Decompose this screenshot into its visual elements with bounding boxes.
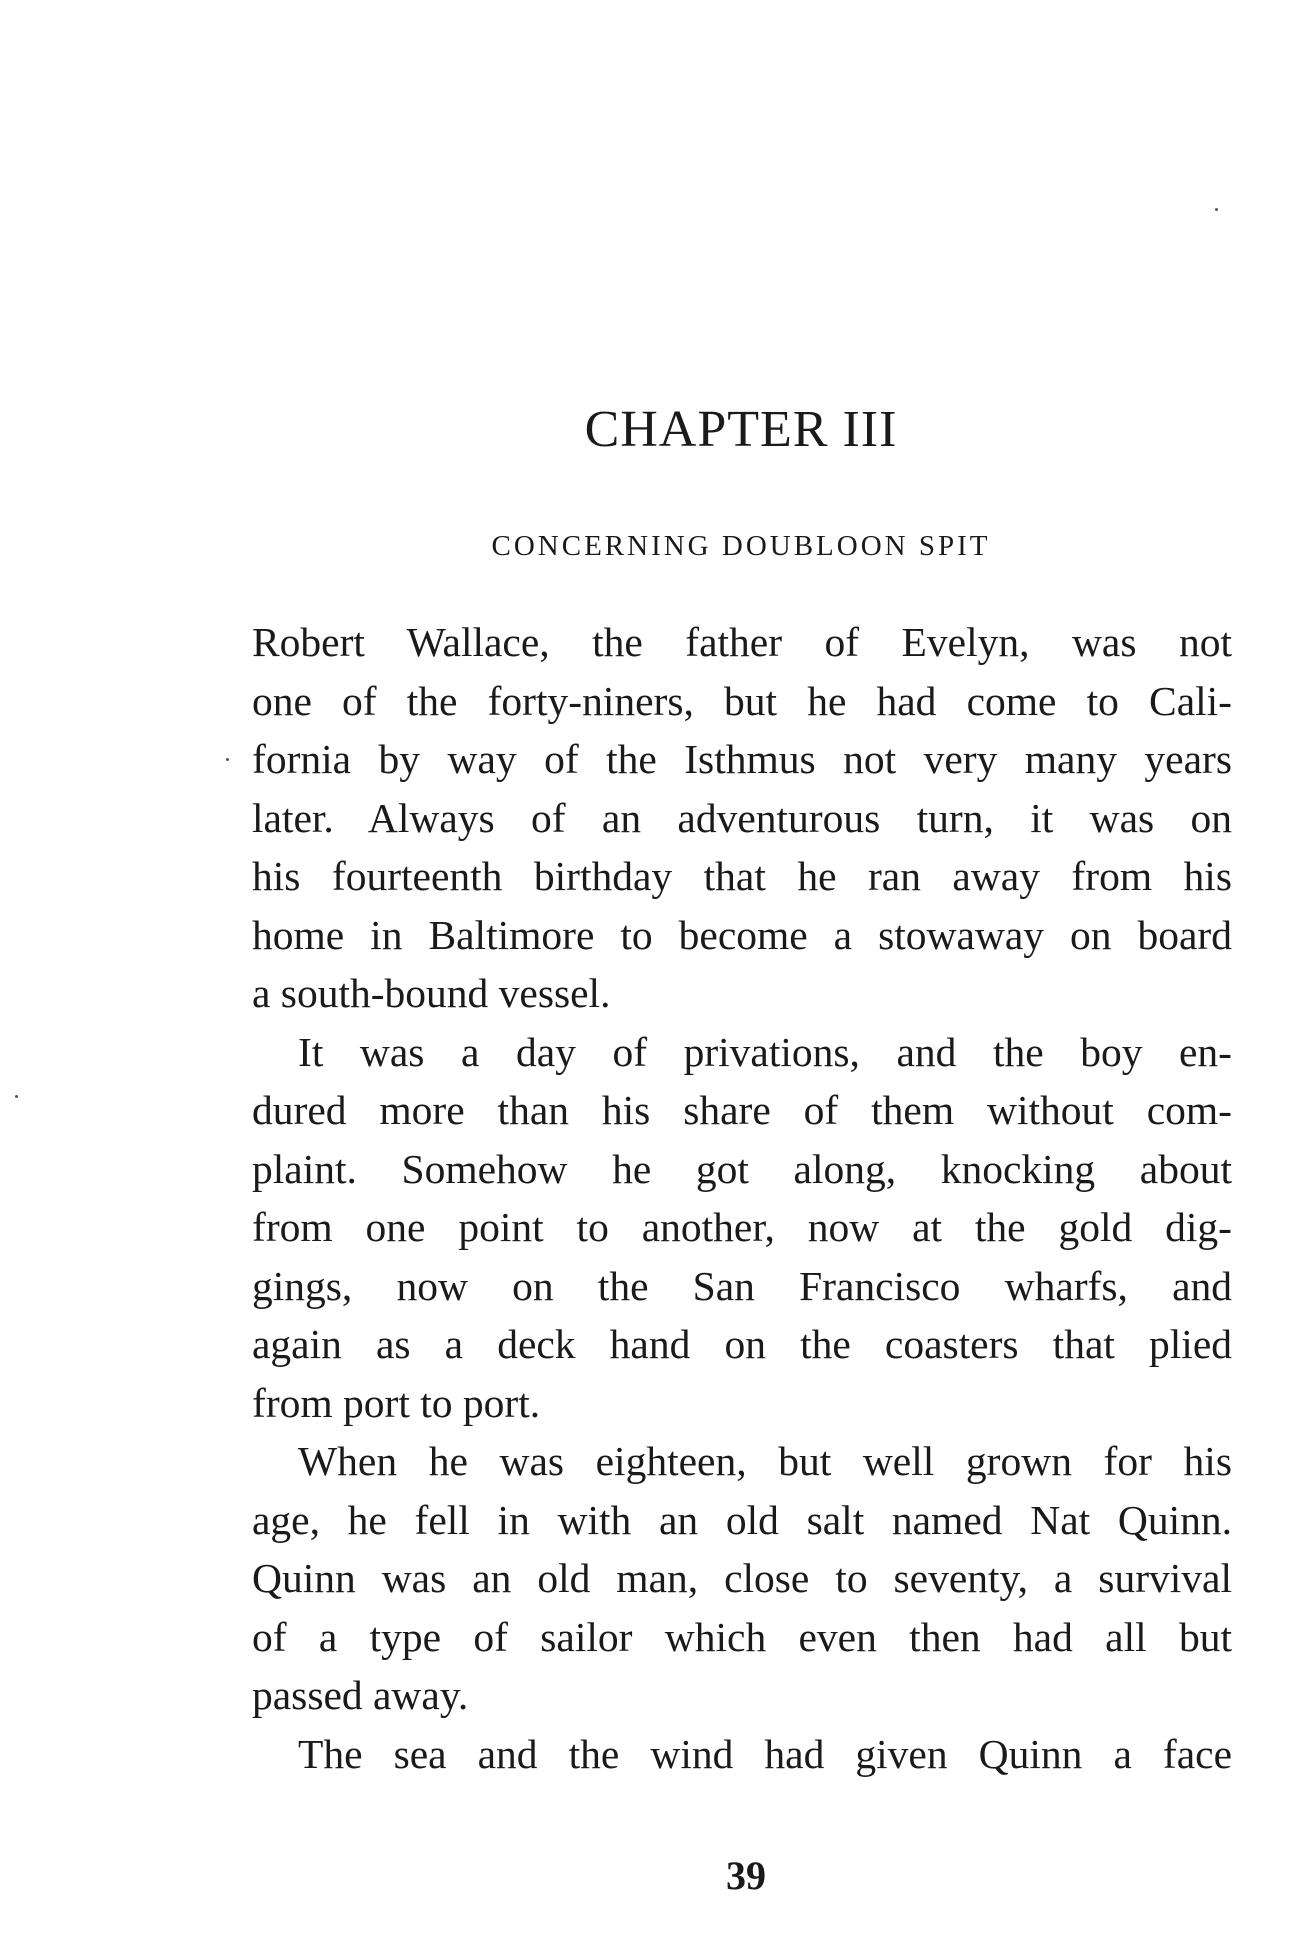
text-line: home in Baltimore to become a stowaway on board <box>252 911 1232 958</box>
text-line: age, he fell in with an old salt named Nat Quinn. <box>252 1496 1232 1543</box>
text-line: one of the forty-niners, but he had come to Cali- <box>252 677 1232 724</box>
text-line: Robert Wallace, the father of Evelyn, was not <box>252 619 1232 665</box>
text-line: passed away. <box>252 1672 469 1718</box>
text-line: a south-bound vessel. <box>252 970 611 1016</box>
chapter-subtitle: CONCERNING DOUBLOON SPIT <box>491 530 991 562</box>
text-line: It was a day of privations, and the boy en- <box>298 1028 1232 1075</box>
chapter-title: CHAPTER III <box>584 401 898 458</box>
scan-speck <box>1215 208 1218 211</box>
text-line: from port to port. <box>252 1379 541 1426</box>
text-line: plaint. Somehow he got along, knocking about <box>252 1145 1232 1192</box>
text-line: again as a deck hand on the coasters that plied <box>252 1321 1232 1367</box>
page-number: 39 <box>726 1853 766 1898</box>
text-line: from one point to another, now at the gold dig- <box>252 1204 1232 1250</box>
text-line: fornia by way of the Isthmus not very many years <box>252 736 1232 782</box>
scan-speck <box>226 758 229 761</box>
text-line: gings, now on the San Francisco wharfs, and <box>252 1262 1232 1309</box>
body-text <box>252 613 1232 1783</box>
text-line: later. Always of an adventurous turn, it was on <box>252 794 1232 841</box>
text-line: The sea and the wind had given Quinn a face <box>298 1730 1232 1777</box>
text-line: When he was eighteen, but well grown for his <box>298 1438 1232 1484</box>
text-line: dured more than his share of them without com- <box>252 1087 1232 1133</box>
text-line: of a type of sailor which even then had all but <box>252 1613 1232 1660</box>
scan-speck <box>15 1095 18 1098</box>
text-line: his fourteenth birthday that he ran away from his <box>252 853 1232 899</box>
text-line: Quinn was an old man, close to seventy, a survival <box>252 1555 1232 1601</box>
